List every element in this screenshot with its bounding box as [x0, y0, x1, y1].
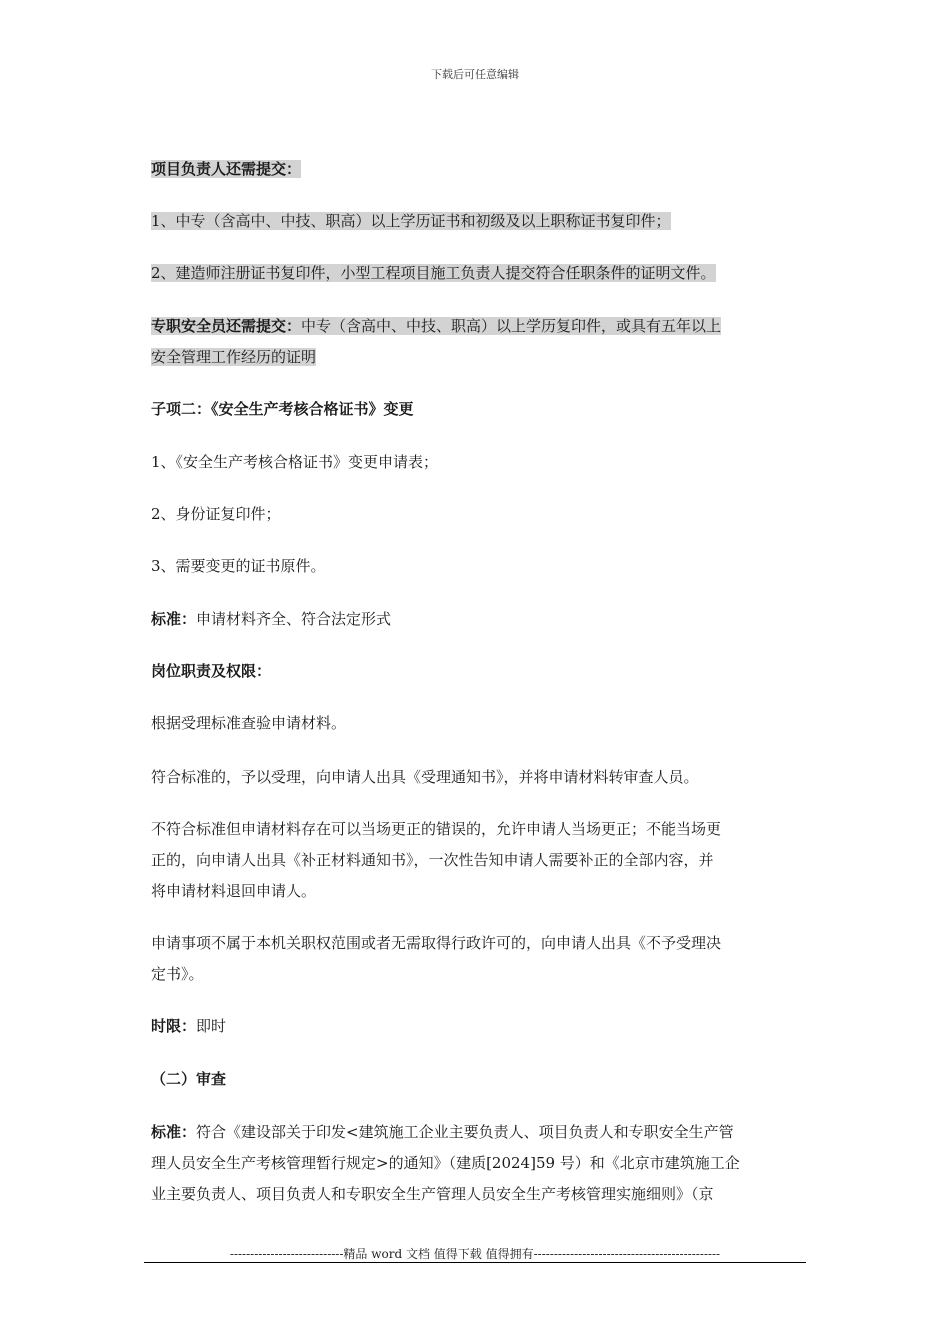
section1-item-1: 1、中专（含高中、中技、职高）以上学历证书和初级及以上职称证书复印件； [151, 212, 671, 230]
duties-paragraph-3: 不符合标准但申请材料存在可以当场更正的错误的，允许申请人当场更正；不能当场更 正的，向申请人出具《补正材料通知书》，一次性告知申请人需要补正的全部内容，并 将申请材料退回申请人。 [151, 820, 722, 900]
time-limit-label: 时限： [151, 1017, 197, 1035]
section1-item-2: 2、建造师注册证书复印件，小型工程项目施工负责人提交符合任职条件的证明文件。 [151, 264, 716, 282]
duties-paragraph-4: 申请事项不属于本机关职权范围或者无需取得行政许可的，向申请人出具《不予受理决 定书》。 [151, 934, 722, 983]
duties-paragraph-2: 符合标准的，予以受理，向申请人出具《受理通知书》，并将申请材料转审查人员。 [151, 768, 699, 786]
section2-item-3: 3、需要变更的证书原件。 [151, 557, 326, 575]
section2-item-2: 2、身份证复印件； [151, 505, 281, 523]
page-header: 下载后可任意编辑 [431, 68, 519, 81]
section1-title: 项目负责人还需提交： [151, 160, 302, 178]
footer-divider [144, 1262, 806, 1263]
duties-title: 岗位职责及权限： [151, 662, 272, 680]
time-limit: 时限：即时 [151, 1017, 227, 1035]
review-standard: 标准：符合《建设部关于印发<建筑施工企业主要负责人、项目负责人和专职安全生产管 理人员安全生产考核管理暂行规定>的通知》（建质[2024]59 号）和《北京市建筑施工企 业主要负责人、项目负责人和专职安全生产管理人员安全生产考核管理实施细则》（京 [151, 1123, 740, 1203]
section2-title: 子项二：《安全生产考核合格证书》变更 [151, 400, 414, 418]
section2-item-1: 1、《安全生产考核合格证书》变更申请表； [151, 453, 439, 471]
safety-officer-paragraph: 专职安全员还需提交：中专（含高中、中技、职高）以上学历复印件，或具有五年以上 安全管理工作经历的证明 [151, 317, 722, 366]
review-title: （二）审查 [151, 1070, 227, 1088]
page-footer: ----------------------------精品 word 文档 值得下载 值得拥有---------------------------------------------- [229, 1247, 721, 1261]
duties-paragraph-1: 根据受理标准查验申请材料。 [151, 714, 347, 732]
section2-standard: 标准：申请材料齐全、符合法定形式 [151, 610, 392, 628]
review-standard-label: 标准： [151, 1123, 197, 1141]
standard-label: 标准： [151, 610, 197, 628]
safety-officer-label: 专职安全员还需提交： [151, 317, 302, 335]
